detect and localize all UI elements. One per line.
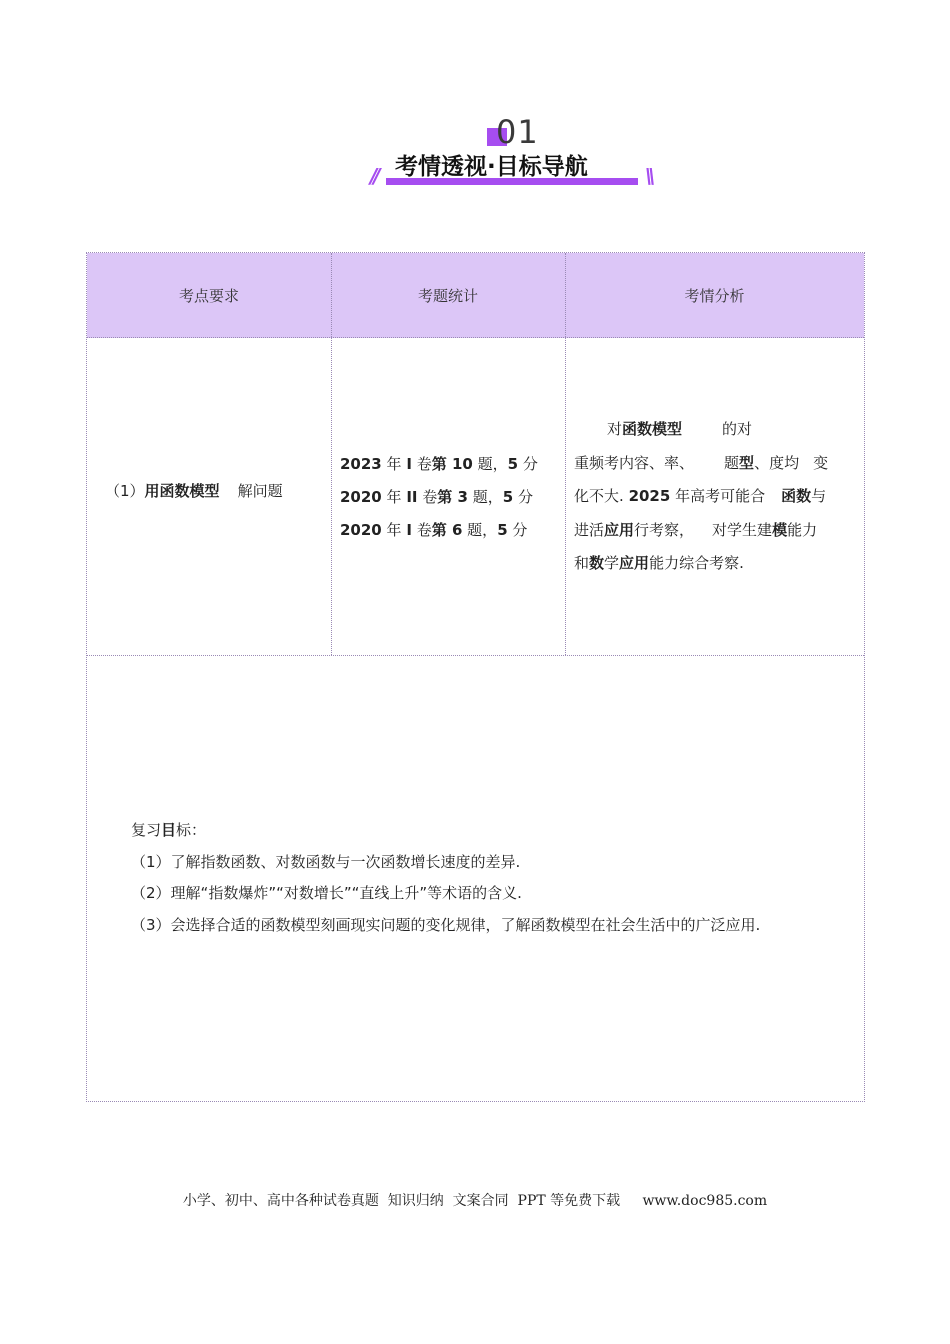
stat-line: 2020 年 I 卷第 6 题，5 分 (340, 521, 528, 539)
requirement-cell (105, 481, 283, 501)
exam-analysis-table (86, 252, 865, 1102)
analysis-line: 和数学应用能力综合考察. (574, 554, 744, 572)
analysis-cell (574, 413, 864, 581)
section-header (0, 108, 950, 198)
section-title: 考情透视·目标导航 (395, 154, 588, 180)
decor-slash-right: \\ (645, 164, 652, 188)
requirement-text: 解问题 (237, 482, 283, 500)
analysis-line: 重频考内容、率、 题型、度均 变 (574, 453, 829, 472)
requirement-index: （1） (105, 482, 145, 500)
header-statistics: 考题统计 (417, 286, 478, 305)
decor-slash-left: // (370, 164, 377, 188)
column-divider (565, 253, 566, 655)
analysis-line: 化不大. 2025 年高考可能合 函数与 (574, 487, 827, 505)
stat-line: 2020 年 II 卷第 3 题，5 分 (340, 488, 533, 506)
analysis-line: 进活应用行考察， 对学生建模能力 (574, 520, 818, 539)
section-number: 01 (496, 113, 539, 151)
table-header-row (87, 253, 864, 338)
goals-title: 复习目标： (131, 821, 207, 839)
requirement-keyword: 用函数模型 (144, 482, 220, 500)
statistics-cell (340, 448, 538, 547)
review-goals (131, 815, 760, 941)
goal-item: （3）会选择合适的函数模型刻画现实问题的变化规律，了解函数模型在社会生活中的广泛应用. (131, 915, 761, 934)
stat-line: 2023 年 I 卷第 10 题，5 分 (340, 455, 538, 473)
header-requirement: 考点要求 (178, 286, 239, 305)
analysis-line: 对函数模型 的对 (607, 420, 753, 438)
header-analysis: 考情分析 (684, 286, 745, 305)
goal-item: （2）理解“指数爆炸”“对数增长”“直线上升”等术语的含义. (131, 884, 522, 902)
page-footer: 小学、初中、高中各种试卷真题 知识归纳 文案合同 PPT 等免费下载 www.doc985.com (182, 1193, 768, 1209)
goal-item: （1）了解指数函数、对数函数与一次函数增长速度的差异. (131, 852, 521, 871)
row-divider (87, 655, 864, 656)
column-divider (331, 253, 332, 655)
